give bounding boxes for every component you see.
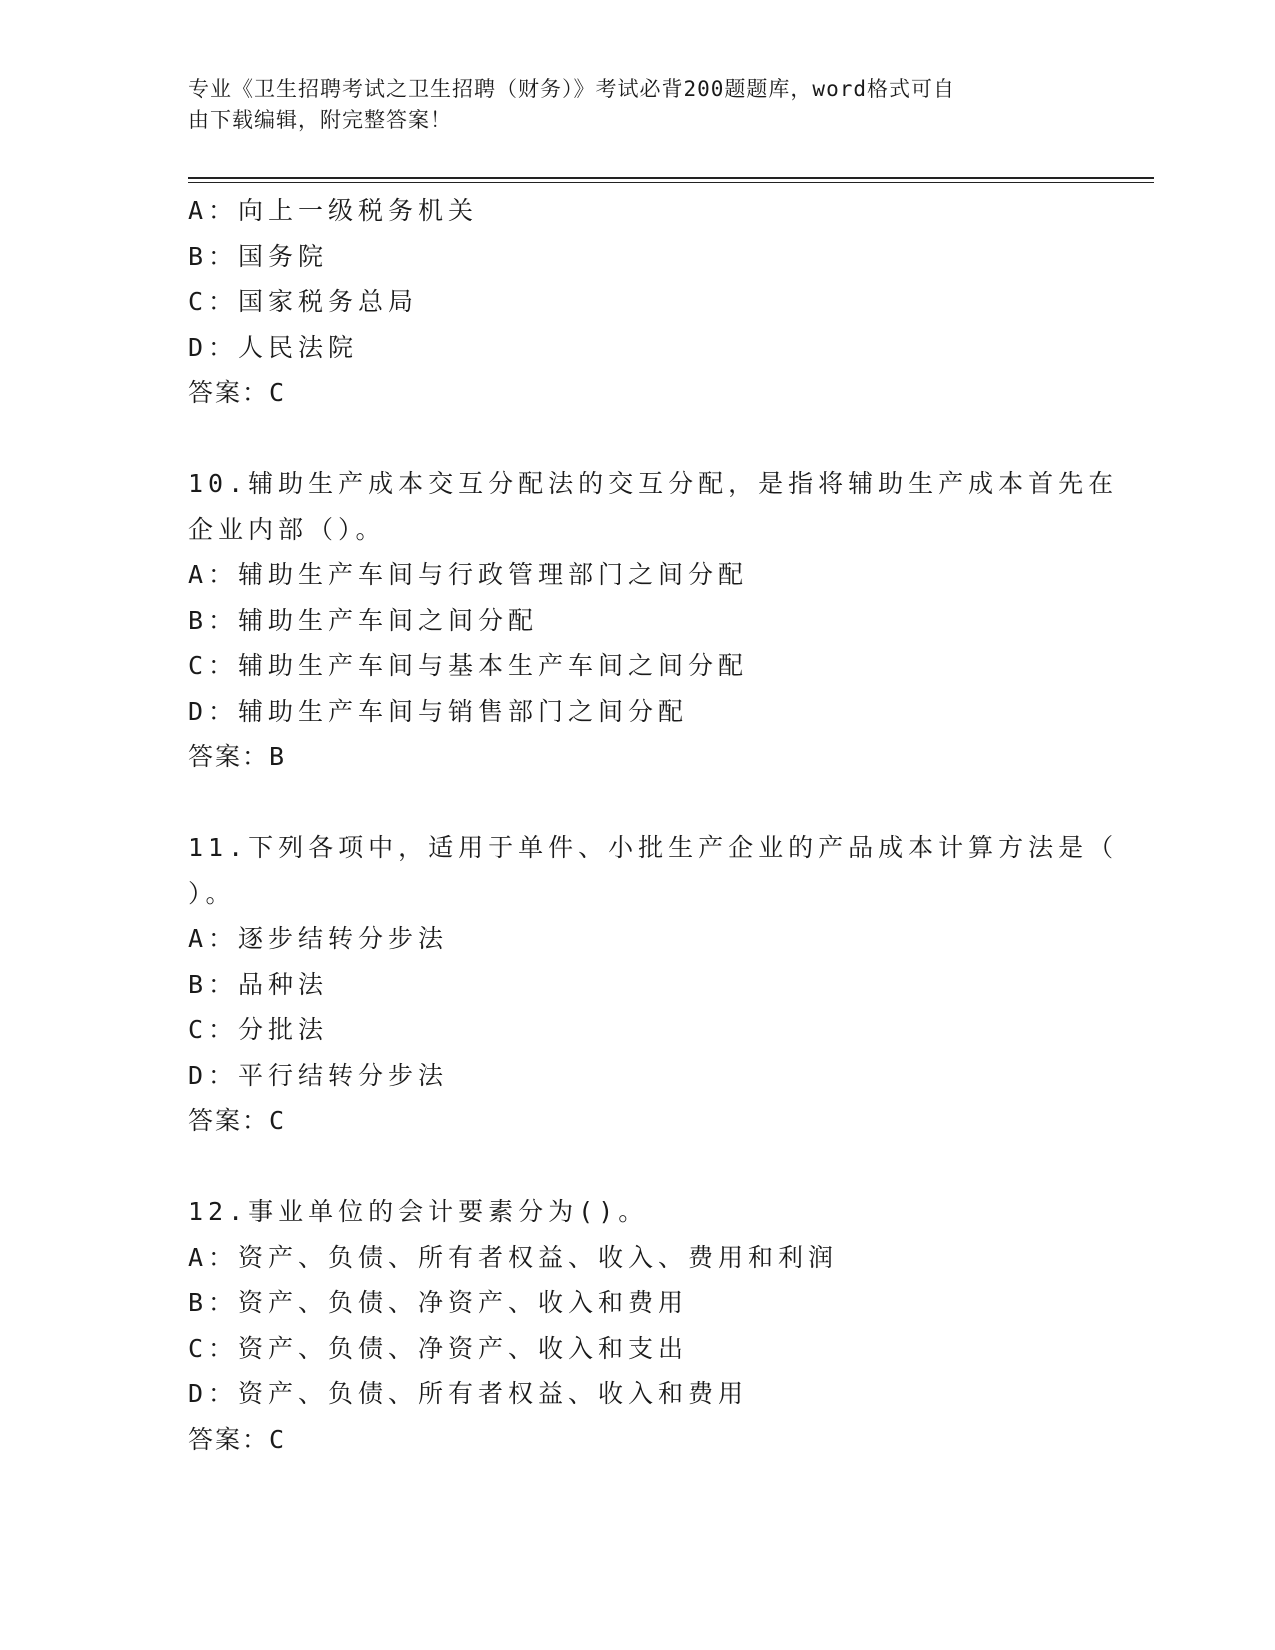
option-c: C：分批法 — [188, 1015, 329, 1044]
question-11 — [188, 825, 1119, 1144]
spacer — [188, 416, 1088, 462]
header-line-2: 由下载编辑，附完整答案！ — [188, 108, 452, 132]
option-b: B：资产、负债、净资产、收入和费用 — [188, 1288, 689, 1317]
question-9 — [188, 188, 1088, 416]
option-a: A：逐步结转分步法 — [188, 924, 449, 953]
option-a: A：向上一级税务机关 — [188, 196, 479, 225]
answer: 答案：B — [188, 742, 287, 771]
question-stem: 企业内部（）。 — [188, 514, 386, 544]
option-d: D：辅助生产车间与销售部门之间分配 — [188, 696, 689, 726]
question-10 — [188, 461, 1119, 780]
question-stem: 12.事业单位的会计要素分为()。 — [188, 1197, 649, 1226]
option-b: B：辅助生产车间之间分配 — [188, 605, 539, 635]
option-a: A：辅助生产车间与行政管理部门之间分配 — [188, 560, 749, 589]
question-stem: 11.下列各项中，适用于单件、小批生产企业的产品成本计算方法是（ — [188, 833, 1119, 862]
answer: 答案：C — [188, 1424, 287, 1454]
answer: 答案：C — [188, 1106, 287, 1135]
header-rule-thin — [188, 182, 1154, 183]
option-d: D：资产、负债、所有者权益、收入和费用 — [188, 1379, 749, 1408]
question-stem: ）。 — [188, 878, 236, 908]
option-a: A：资产、负债、所有者权益、收入、费用和利润 — [188, 1242, 839, 1272]
question-list — [188, 188, 1119, 1462]
option-c: C：国家税务总局 — [188, 287, 419, 316]
question-12 — [188, 1189, 1088, 1462]
answer: 答案：C — [188, 378, 287, 407]
spacer — [188, 1144, 1088, 1190]
option-b: B：品种法 — [188, 969, 329, 999]
option-d: D：人民法院 — [188, 332, 359, 362]
document-header — [188, 74, 1068, 136]
header-rule-thick — [188, 177, 1154, 179]
question-stem: 10.辅助生产成本交互分配法的交互分配，是指将辅助生产成本首先在 — [188, 469, 1119, 498]
option-d: D：平行结转分步法 — [188, 1060, 449, 1090]
spacer — [188, 780, 1088, 826]
header-line-1: 专业《卫生招聘考试之卫生招聘（财务）》考试必背200题题库，word格式可自 — [188, 77, 955, 101]
option-c: C：辅助生产车间与基本生产车间之间分配 — [188, 651, 749, 680]
option-c: C：资产、负债、净资产、收入和支出 — [188, 1333, 689, 1363]
option-b: B：国务院 — [188, 241, 329, 271]
